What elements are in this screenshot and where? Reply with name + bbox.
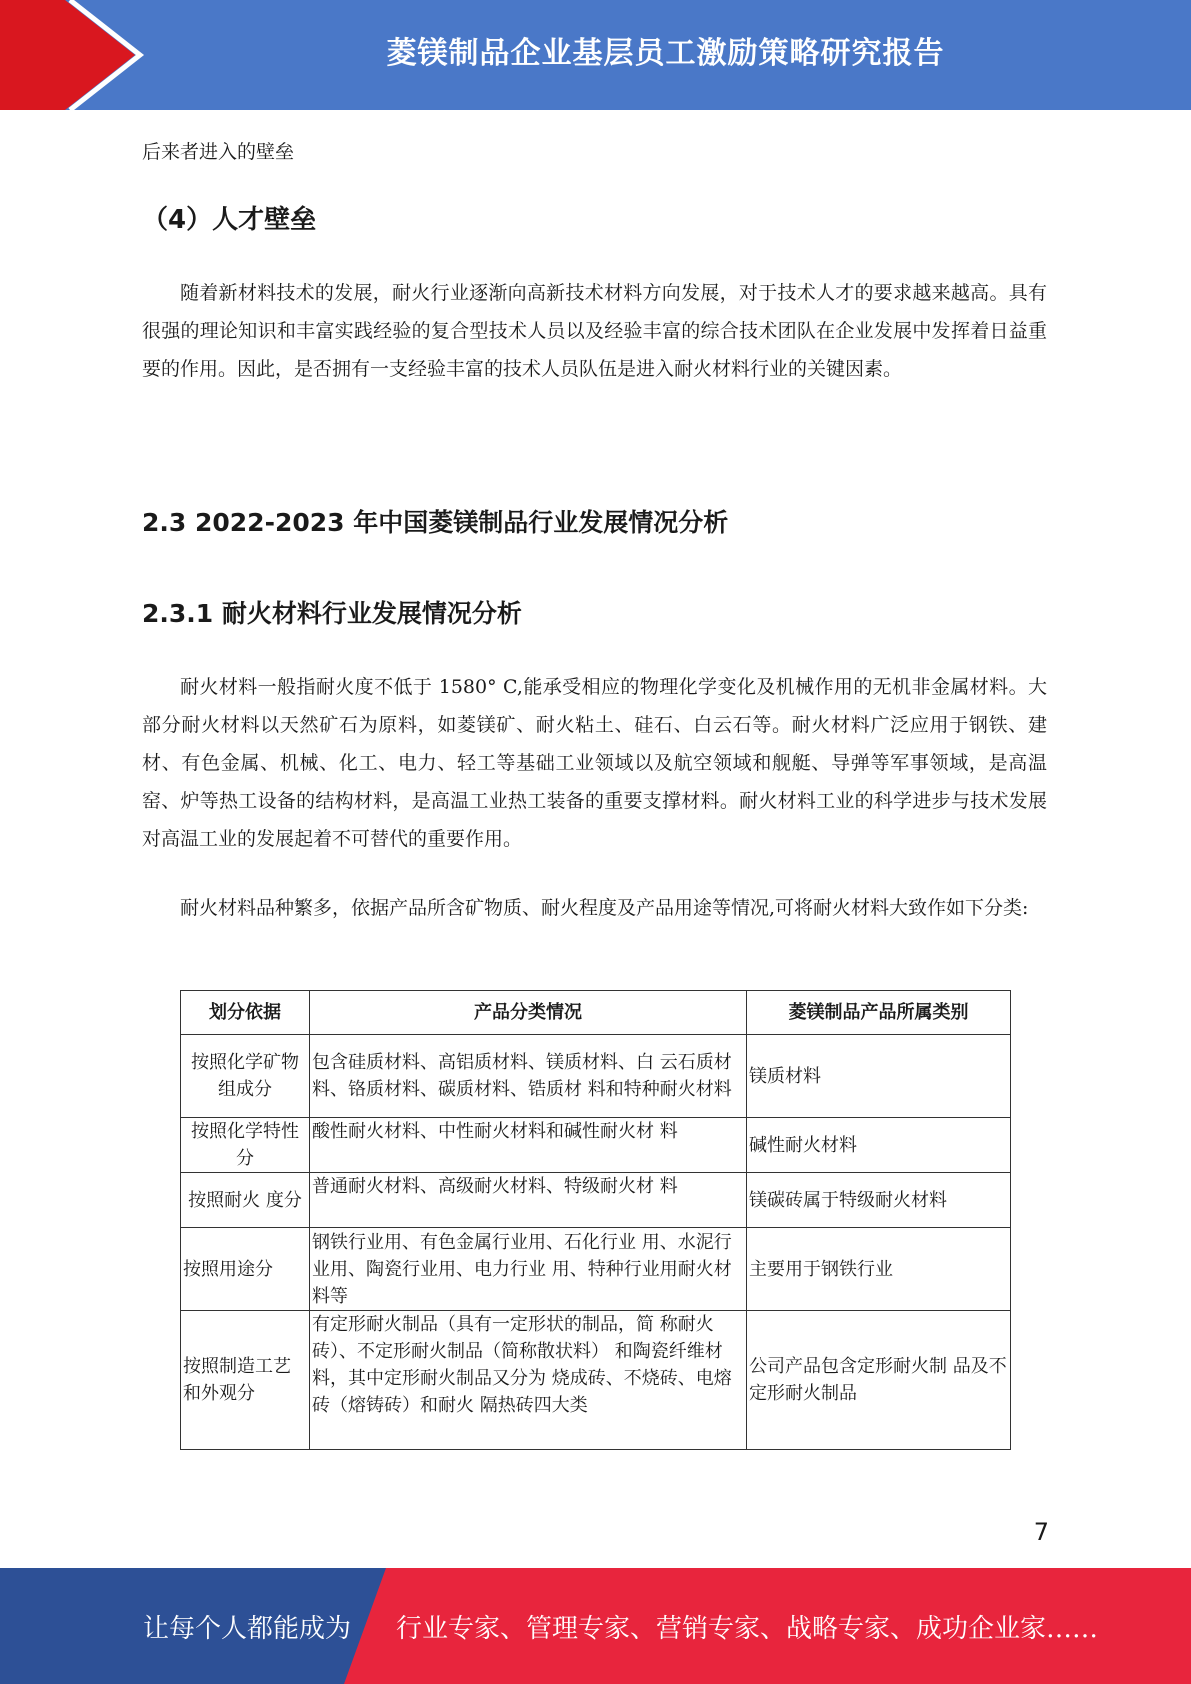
- table-row: [181, 1173, 1011, 1228]
- table-cell-category: 镁质材料: [747, 1035, 1011, 1118]
- table-cell-basis: 按照用途分: [181, 1228, 310, 1311]
- heading-talent-barrier: （4）人才壁垒: [142, 205, 317, 235]
- table-row: [181, 1228, 1011, 1311]
- table-header-row: [181, 991, 1011, 1035]
- table-header-classes: 产品分类情况: [310, 991, 747, 1035]
- refractory-classification-table: [180, 990, 1011, 1450]
- table-cell-classes: 酸性耐火材料、中性耐火材料和碱性耐火材 料: [310, 1118, 747, 1173]
- table-cell-basis: 按照耐火 度分: [181, 1173, 310, 1228]
- table-cell-classes: 普通耐火材料、高级耐火材料、特级耐火材 料: [310, 1173, 747, 1228]
- footer-slogan-left: 让每个人都能成为: [143, 1613, 352, 1644]
- table-header-category: 菱镁制品产品所属类别: [747, 991, 1011, 1035]
- report-title: 菱镁制品企业基层员工激励策略研究报告: [386, 36, 945, 71]
- page-number: 7: [1033, 1518, 1049, 1546]
- table-row: [181, 1311, 1011, 1450]
- section-heading-2-3-1: 2.3.1 耐火材料行业发展情况分析: [142, 599, 522, 628]
- table-row: [181, 1035, 1011, 1118]
- table-cell-basis: 按照化学矿物组成分: [181, 1035, 310, 1118]
- paragraph-talent-barrier: 随着新材料技术的发展，耐火行业逐渐向高新技术材料方向发展，对于技术人才的要求越来越高。具有很强的理论知识和丰富实践经验的复合型技术人员以及经验丰富的综合技术团队在企业发展中发挥着日益重要的作用。因此，是否拥有一支经验丰富的技术人员队伍是进入耐火材料行业的关键因素。: [142, 282, 1047, 380]
- footer-slogan-right: 行业专家、管理专家、营销专家、战略专家、成功企业家……: [396, 1613, 1099, 1644]
- table-header-basis: 划分依据: [181, 991, 310, 1035]
- table-cell-category: 镁碳砖属于特级耐火材料: [747, 1173, 1011, 1228]
- table-cell-basis: 按照化学特性分: [181, 1118, 310, 1173]
- page-footer: [0, 1568, 1191, 1684]
- table-row: [181, 1118, 1011, 1173]
- page-header: [0, 0, 1191, 110]
- table-cell-category: 碱性耐火材料: [747, 1118, 1011, 1173]
- paragraph-refractory-definition: 耐火材料一般指耐火度不低于 1580° C,能承受相应的物理化学变化及机械作用的无机非金属材料。大部分耐火材料以天然矿石为原料，如菱镁矿、耐火粘土、硅石、白云石等。耐火材料广泛应用于钢铁、建材、有色金属、机械、化工、电力、轻工等基础工业领域以及航空领域和舰艇、导弹等军事领域，是高温窑、炉等热工设备的结构材料，是高温工业热工装备的重要支撑材料。耐火材料工业的科学进步与技术发展对高温工业的发展起着不可替代的重要作用。: [142, 676, 1047, 850]
- paragraph-classification-intro: 耐火材料品种繁多，依据产品所含矿物质、耐火程度及产品用途等情况,可将耐火材料大致作如下分类:: [180, 897, 1029, 919]
- table-cell-category: 公司产品包含定形耐火制 品及不定形耐火制品: [747, 1311, 1011, 1450]
- table-cell-category: 主要用于钢铁行业: [747, 1228, 1011, 1311]
- table-cell-basis: 按照制造工艺和外观分: [181, 1311, 310, 1450]
- table-cell-classes: 有定形耐火制品（具有一定形状的制品，简 称耐火砖）、不定形耐火制品（简称散状料） 和陶瓷纤维材料，其中定形耐火制品又分为 烧成砖、不烧砖、电熔砖（熔铸砖）和耐火 隔热砖四大类: [310, 1311, 747, 1450]
- table-cell-classes: 钢铁行业用、有色金属行业用、石化行业 用、水泥行业用、陶瓷行业用、电力行业 用、特种行业用耐火材料等: [310, 1228, 747, 1311]
- table-cell-classes: 包含硅质材料、高铝质材料、镁质材料、白 云石质材料、铬质材料、碳质材料、锆质材 料和特种耐火材料: [310, 1035, 747, 1118]
- section-heading-2-3: 2.3 2022-2023 年中国菱镁制品行业发展情况分析: [142, 508, 729, 537]
- intro-fragment: 后来者进入的壁垒: [142, 141, 295, 163]
